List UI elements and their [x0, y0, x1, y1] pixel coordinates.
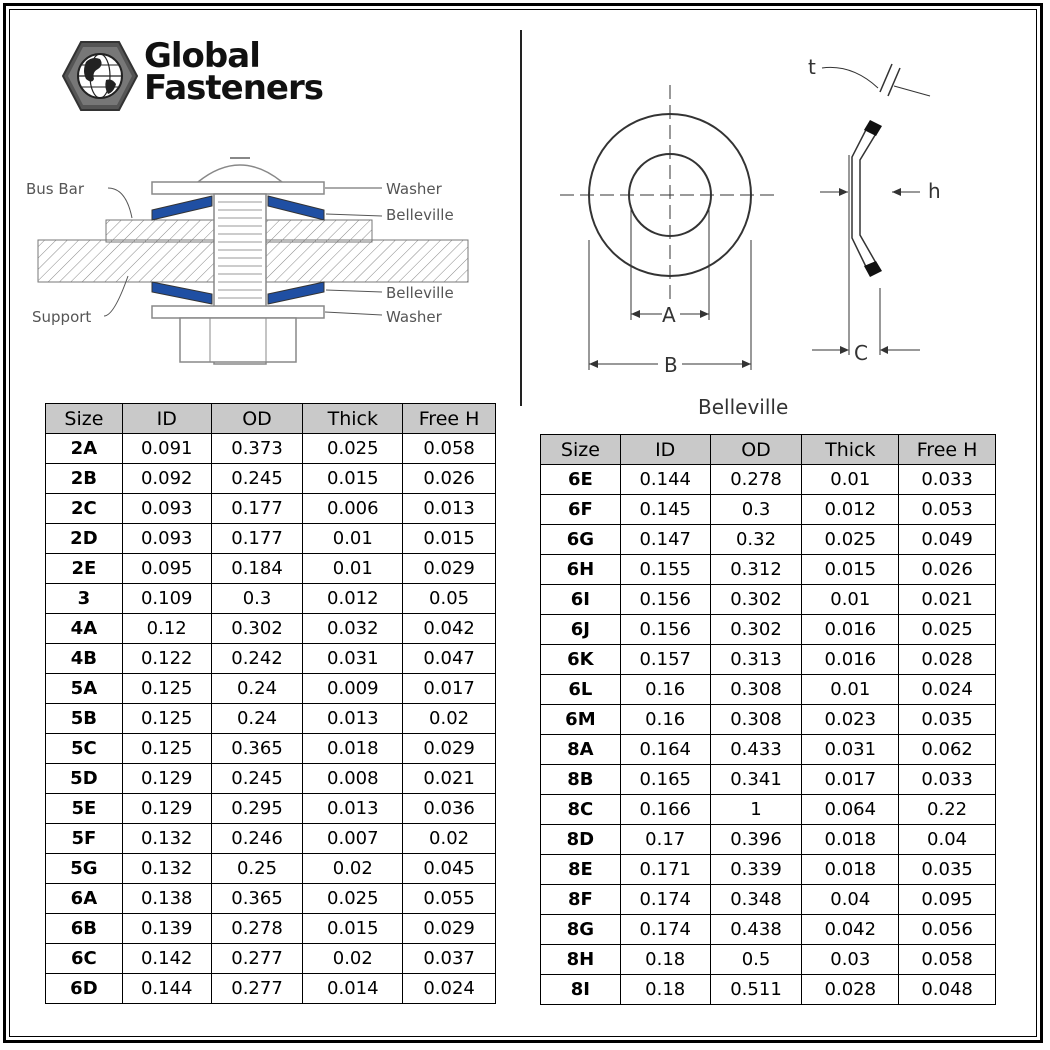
- belleville-caption: Belleville: [698, 395, 789, 419]
- cell-id: 0.129: [122, 794, 211, 824]
- cell-od: 0.5: [710, 945, 802, 975]
- cell-free-h: 0.033: [899, 765, 996, 795]
- cell-od: 0.341: [710, 765, 802, 795]
- cell-id: 0.17: [620, 825, 710, 855]
- cell-id: 0.132: [122, 824, 211, 854]
- cell-free-h: 0.058: [403, 434, 496, 464]
- cell-free-h: 0.029: [403, 734, 496, 764]
- cell-od: 0.24: [211, 704, 303, 734]
- cell-thick: 0.007: [303, 824, 403, 854]
- cell-free-h: 0.056: [899, 915, 996, 945]
- cell-id: 0.157: [620, 645, 710, 675]
- cell-size: 8C: [541, 795, 621, 825]
- cell-free-h: 0.037: [403, 944, 496, 974]
- table-row: [541, 795, 996, 825]
- cell-free-h: 0.025: [899, 615, 996, 645]
- cell-thick: 0.006: [303, 494, 403, 524]
- cell-size: 3: [46, 584, 123, 614]
- cell-od: 0.32: [710, 525, 802, 555]
- table-row: [541, 735, 996, 765]
- label-support: Support: [32, 308, 92, 326]
- table-row: [46, 944, 496, 974]
- cell-thick: 0.018: [802, 855, 899, 885]
- table-row: [541, 645, 996, 675]
- header-free-h: Free H: [899, 435, 996, 465]
- table-row: [46, 464, 496, 494]
- cell-id: 0.156: [620, 615, 710, 645]
- cell-thick: 0.025: [303, 434, 403, 464]
- cell-od: 0.25: [211, 854, 303, 884]
- cell-size: 6D: [46, 974, 123, 1004]
- cell-size: 2A: [46, 434, 123, 464]
- table-row: [541, 615, 996, 645]
- label-bus-bar: Bus Bar: [26, 180, 85, 198]
- cell-id: 0.132: [122, 854, 211, 884]
- label-belleville-top: Belleville: [386, 206, 454, 224]
- cell-od: 0.302: [710, 615, 802, 645]
- cell-size: 4B: [46, 644, 123, 674]
- cell-thick: 0.016: [802, 615, 899, 645]
- table-row: [541, 765, 996, 795]
- cell-thick: 0.016: [802, 645, 899, 675]
- table-row: [46, 584, 496, 614]
- table-row: [541, 495, 996, 525]
- cell-thick: 0.01: [802, 675, 899, 705]
- cell-id: 0.156: [620, 585, 710, 615]
- vertical-divider: [520, 30, 522, 406]
- belleville-dimension-diagram: [540, 30, 1020, 435]
- cell-free-h: 0.062: [899, 735, 996, 765]
- table-row: [541, 675, 996, 705]
- cell-od: 0.177: [211, 524, 303, 554]
- cell-od: 0.511: [710, 975, 802, 1005]
- cell-id: 0.144: [620, 465, 710, 495]
- cell-od: 0.308: [710, 705, 802, 735]
- table-row: [46, 704, 496, 734]
- belleville-top-left: [152, 196, 212, 220]
- header-free-h: Free H: [403, 404, 496, 434]
- table-row: [46, 434, 496, 464]
- cell-od: 0.245: [211, 764, 303, 794]
- cell-id: 0.147: [620, 525, 710, 555]
- cell-size: 8I: [541, 975, 621, 1005]
- cell-id: 0.138: [122, 884, 211, 914]
- cell-thick: 0.064: [802, 795, 899, 825]
- global-fasteners-logo: [62, 36, 332, 112]
- cell-thick: 0.015: [303, 464, 403, 494]
- cell-thick: 0.014: [303, 974, 403, 1004]
- cell-free-h: 0.055: [403, 884, 496, 914]
- cell-free-h: 0.053: [899, 495, 996, 525]
- cell-free-h: 0.058: [899, 945, 996, 975]
- table-row: [46, 794, 496, 824]
- cell-thick: 0.018: [303, 734, 403, 764]
- table-row: [46, 494, 496, 524]
- table-row: [541, 555, 996, 585]
- cell-id: 0.093: [122, 494, 211, 524]
- cell-thick: 0.031: [802, 735, 899, 765]
- cell-thick: 0.018: [802, 825, 899, 855]
- belleville-bottom-left: [152, 282, 212, 304]
- table-row: [46, 734, 496, 764]
- cell-od: 0.339: [710, 855, 802, 885]
- cell-id: 0.125: [122, 734, 211, 764]
- cell-od: 0.277: [211, 974, 303, 1004]
- cell-od: 0.246: [211, 824, 303, 854]
- belleville-bottom-right: [268, 282, 324, 304]
- label-h: h: [928, 179, 941, 203]
- cell-id: 0.16: [620, 705, 710, 735]
- cell-size: 5D: [46, 764, 123, 794]
- cell-thick: 0.01: [802, 585, 899, 615]
- header-od: OD: [211, 404, 303, 434]
- cell-size: 6M: [541, 705, 621, 735]
- cell-size: 8A: [541, 735, 621, 765]
- table-row: [46, 974, 496, 1004]
- cell-od: 0.277: [211, 944, 303, 974]
- cell-id: 0.092: [122, 464, 211, 494]
- cell-od: 0.295: [211, 794, 303, 824]
- cell-od: 0.245: [211, 464, 303, 494]
- cell-od: 1: [710, 795, 802, 825]
- cell-od: 0.348: [710, 885, 802, 915]
- cell-id: 0.12: [122, 614, 211, 644]
- cell-thick: 0.02: [303, 944, 403, 974]
- label-washer-top: Washer: [386, 180, 442, 198]
- cell-id: 0.125: [122, 674, 211, 704]
- spec-table-right: [540, 434, 996, 1005]
- header-size: Size: [46, 404, 123, 434]
- cell-od: 0.278: [710, 465, 802, 495]
- cell-od: 0.278: [211, 914, 303, 944]
- cell-free-h: 0.042: [403, 614, 496, 644]
- cell-od: 0.365: [211, 884, 303, 914]
- cell-id: 0.164: [620, 735, 710, 765]
- cell-free-h: 0.047: [403, 644, 496, 674]
- cell-od: 0.313: [710, 645, 802, 675]
- table-row: [541, 705, 996, 735]
- cell-thick: 0.032: [303, 614, 403, 644]
- table-row: [541, 465, 996, 495]
- cell-free-h: 0.021: [899, 585, 996, 615]
- header-od: OD: [710, 435, 802, 465]
- header-id: ID: [122, 404, 211, 434]
- cell-od: 0.302: [211, 614, 303, 644]
- cell-size: 6C: [46, 944, 123, 974]
- cell-size: 4A: [46, 614, 123, 644]
- cell-id: 0.145: [620, 495, 710, 525]
- cell-od: 0.433: [710, 735, 802, 765]
- cell-size: 6L: [541, 675, 621, 705]
- table-row: [46, 854, 496, 884]
- cell-free-h: 0.035: [899, 705, 996, 735]
- cell-id: 0.155: [620, 555, 710, 585]
- cell-size: 6B: [46, 914, 123, 944]
- nut: [180, 318, 296, 362]
- cell-od: 0.308: [710, 675, 802, 705]
- cell-od: 0.312: [710, 555, 802, 585]
- table-row: [541, 975, 996, 1005]
- cell-od: 0.396: [710, 825, 802, 855]
- cell-free-h: 0.045: [403, 854, 496, 884]
- table-header-row: [541, 435, 996, 465]
- cell-thick: 0.023: [802, 705, 899, 735]
- cell-id: 0.174: [620, 885, 710, 915]
- cell-id: 0.16: [620, 675, 710, 705]
- cell-size: 5A: [46, 674, 123, 704]
- table-row: [541, 945, 996, 975]
- cell-thick: 0.012: [802, 495, 899, 525]
- table-row: [46, 674, 496, 704]
- table-header-row: [46, 404, 496, 434]
- cell-size: 2B: [46, 464, 123, 494]
- cell-size: 2E: [46, 554, 123, 584]
- cell-size: 8F: [541, 885, 621, 915]
- cell-od: 0.302: [710, 585, 802, 615]
- bottom-washer: [152, 306, 324, 318]
- cell-size: 6A: [46, 884, 123, 914]
- cell-free-h: 0.05: [403, 584, 496, 614]
- cell-id: 0.129: [122, 764, 211, 794]
- cell-thick: 0.01: [303, 554, 403, 584]
- cell-free-h: 0.024: [899, 675, 996, 705]
- cell-id: 0.109: [122, 584, 211, 614]
- cell-thick: 0.01: [802, 465, 899, 495]
- cell-size: 2C: [46, 494, 123, 524]
- cell-od: 0.438: [710, 915, 802, 945]
- cell-size: 6K: [541, 645, 621, 675]
- logo-wordmark: [144, 36, 323, 108]
- logo-line1: Global: [144, 36, 260, 76]
- cell-free-h: 0.036: [403, 794, 496, 824]
- cell-size: 8D: [541, 825, 621, 855]
- cell-od: 0.373: [211, 434, 303, 464]
- cell-free-h: 0.028: [899, 645, 996, 675]
- logo-line2: Fasteners: [144, 68, 323, 108]
- table-row: [541, 525, 996, 555]
- cell-size: 2D: [46, 524, 123, 554]
- cell-thick: 0.013: [303, 704, 403, 734]
- table-row: [46, 524, 496, 554]
- cell-free-h: 0.035: [899, 855, 996, 885]
- cell-id: 0.093: [122, 524, 211, 554]
- table-row: [46, 764, 496, 794]
- cell-thick: 0.01: [303, 524, 403, 554]
- cell-thick: 0.028: [802, 975, 899, 1005]
- cell-free-h: 0.021: [403, 764, 496, 794]
- cell-size: 6I: [541, 585, 621, 615]
- cell-size: 8G: [541, 915, 621, 945]
- cell-id: 0.18: [620, 945, 710, 975]
- label-t: t: [808, 55, 816, 79]
- cell-free-h: 0.04: [899, 825, 996, 855]
- cell-id: 0.091: [122, 434, 211, 464]
- cell-thick: 0.015: [303, 914, 403, 944]
- label-belleville-bottom: Belleville: [386, 284, 454, 302]
- cell-id: 0.165: [620, 765, 710, 795]
- cell-id: 0.125: [122, 704, 211, 734]
- bolt-head: [198, 165, 282, 182]
- cell-thick: 0.017: [802, 765, 899, 795]
- cell-free-h: 0.029: [403, 914, 496, 944]
- cell-od: 0.184: [211, 554, 303, 584]
- spec-table-left: [45, 403, 496, 1004]
- table-row: [46, 824, 496, 854]
- cell-thick: 0.02: [303, 854, 403, 884]
- cell-free-h: 0.026: [403, 464, 496, 494]
- cell-free-h: 0.049: [899, 525, 996, 555]
- cell-size: 6H: [541, 555, 621, 585]
- cell-free-h: 0.026: [899, 555, 996, 585]
- cell-free-h: 0.033: [899, 465, 996, 495]
- cell-free-h: 0.02: [403, 824, 496, 854]
- cell-free-h: 0.017: [403, 674, 496, 704]
- cell-id: 0.095: [122, 554, 211, 584]
- cell-size: 6F: [541, 495, 621, 525]
- cell-size: 5B: [46, 704, 123, 734]
- cell-free-h: 0.095: [899, 885, 996, 915]
- cell-id: 0.18: [620, 975, 710, 1005]
- cell-size: 6G: [541, 525, 621, 555]
- belleville-top-right: [268, 196, 324, 220]
- cell-size: 5G: [46, 854, 123, 884]
- table-row: [541, 585, 996, 615]
- cell-thick: 0.04: [802, 885, 899, 915]
- cell-id: 0.122: [122, 644, 211, 674]
- cell-id: 0.139: [122, 914, 211, 944]
- cell-od: 0.242: [211, 644, 303, 674]
- cell-free-h: 0.013: [403, 494, 496, 524]
- table-row: [541, 915, 996, 945]
- header-thick: Thick: [303, 404, 403, 434]
- cell-thick: 0.03: [802, 945, 899, 975]
- cell-id: 0.142: [122, 944, 211, 974]
- table-row: [541, 825, 996, 855]
- hex-globe-icon: [62, 40, 138, 112]
- cell-free-h: 0.029: [403, 554, 496, 584]
- cell-free-h: 0.048: [899, 975, 996, 1005]
- table-row: [46, 644, 496, 674]
- cell-size: 5F: [46, 824, 123, 854]
- cell-id: 0.144: [122, 974, 211, 1004]
- cell-size: 5C: [46, 734, 123, 764]
- cell-free-h: 0.02: [403, 704, 496, 734]
- cell-size: 8H: [541, 945, 621, 975]
- assembly-diagram: [20, 140, 480, 375]
- cell-od: 0.24: [211, 674, 303, 704]
- label-a: A: [662, 303, 676, 327]
- cell-od: 0.177: [211, 494, 303, 524]
- label-c: C: [854, 341, 868, 365]
- cell-id: 0.171: [620, 855, 710, 885]
- header-id: ID: [620, 435, 710, 465]
- table-row: [46, 554, 496, 584]
- cell-size: 6J: [541, 615, 621, 645]
- cell-od: 0.365: [211, 734, 303, 764]
- cell-id: 0.166: [620, 795, 710, 825]
- cell-size: 8E: [541, 855, 621, 885]
- header-thick: Thick: [802, 435, 899, 465]
- table-row: [541, 855, 996, 885]
- cell-size: 5E: [46, 794, 123, 824]
- cell-thick: 0.008: [303, 764, 403, 794]
- table-row: [46, 914, 496, 944]
- cell-thick: 0.025: [303, 884, 403, 914]
- cell-thick: 0.015: [802, 555, 899, 585]
- cell-thick: 0.031: [303, 644, 403, 674]
- cell-thick: 0.009: [303, 674, 403, 704]
- cell-thick: 0.042: [802, 915, 899, 945]
- cell-od: 0.3: [211, 584, 303, 614]
- cell-thick: 0.012: [303, 584, 403, 614]
- cell-thick: 0.025: [802, 525, 899, 555]
- label-washer-bottom: Washer: [386, 308, 442, 326]
- cell-free-h: 0.024: [403, 974, 496, 1004]
- table-row: [46, 614, 496, 644]
- label-b: B: [664, 353, 678, 377]
- cell-id: 0.174: [620, 915, 710, 945]
- cell-free-h: 0.22: [899, 795, 996, 825]
- header-size: Size: [541, 435, 621, 465]
- cell-size: 6E: [541, 465, 621, 495]
- table-row: [541, 885, 996, 915]
- cell-free-h: 0.015: [403, 524, 496, 554]
- cell-size: 8B: [541, 765, 621, 795]
- cell-od: 0.3: [710, 495, 802, 525]
- table-row: [46, 884, 496, 914]
- top-washer: [152, 182, 324, 194]
- cell-thick: 0.013: [303, 794, 403, 824]
